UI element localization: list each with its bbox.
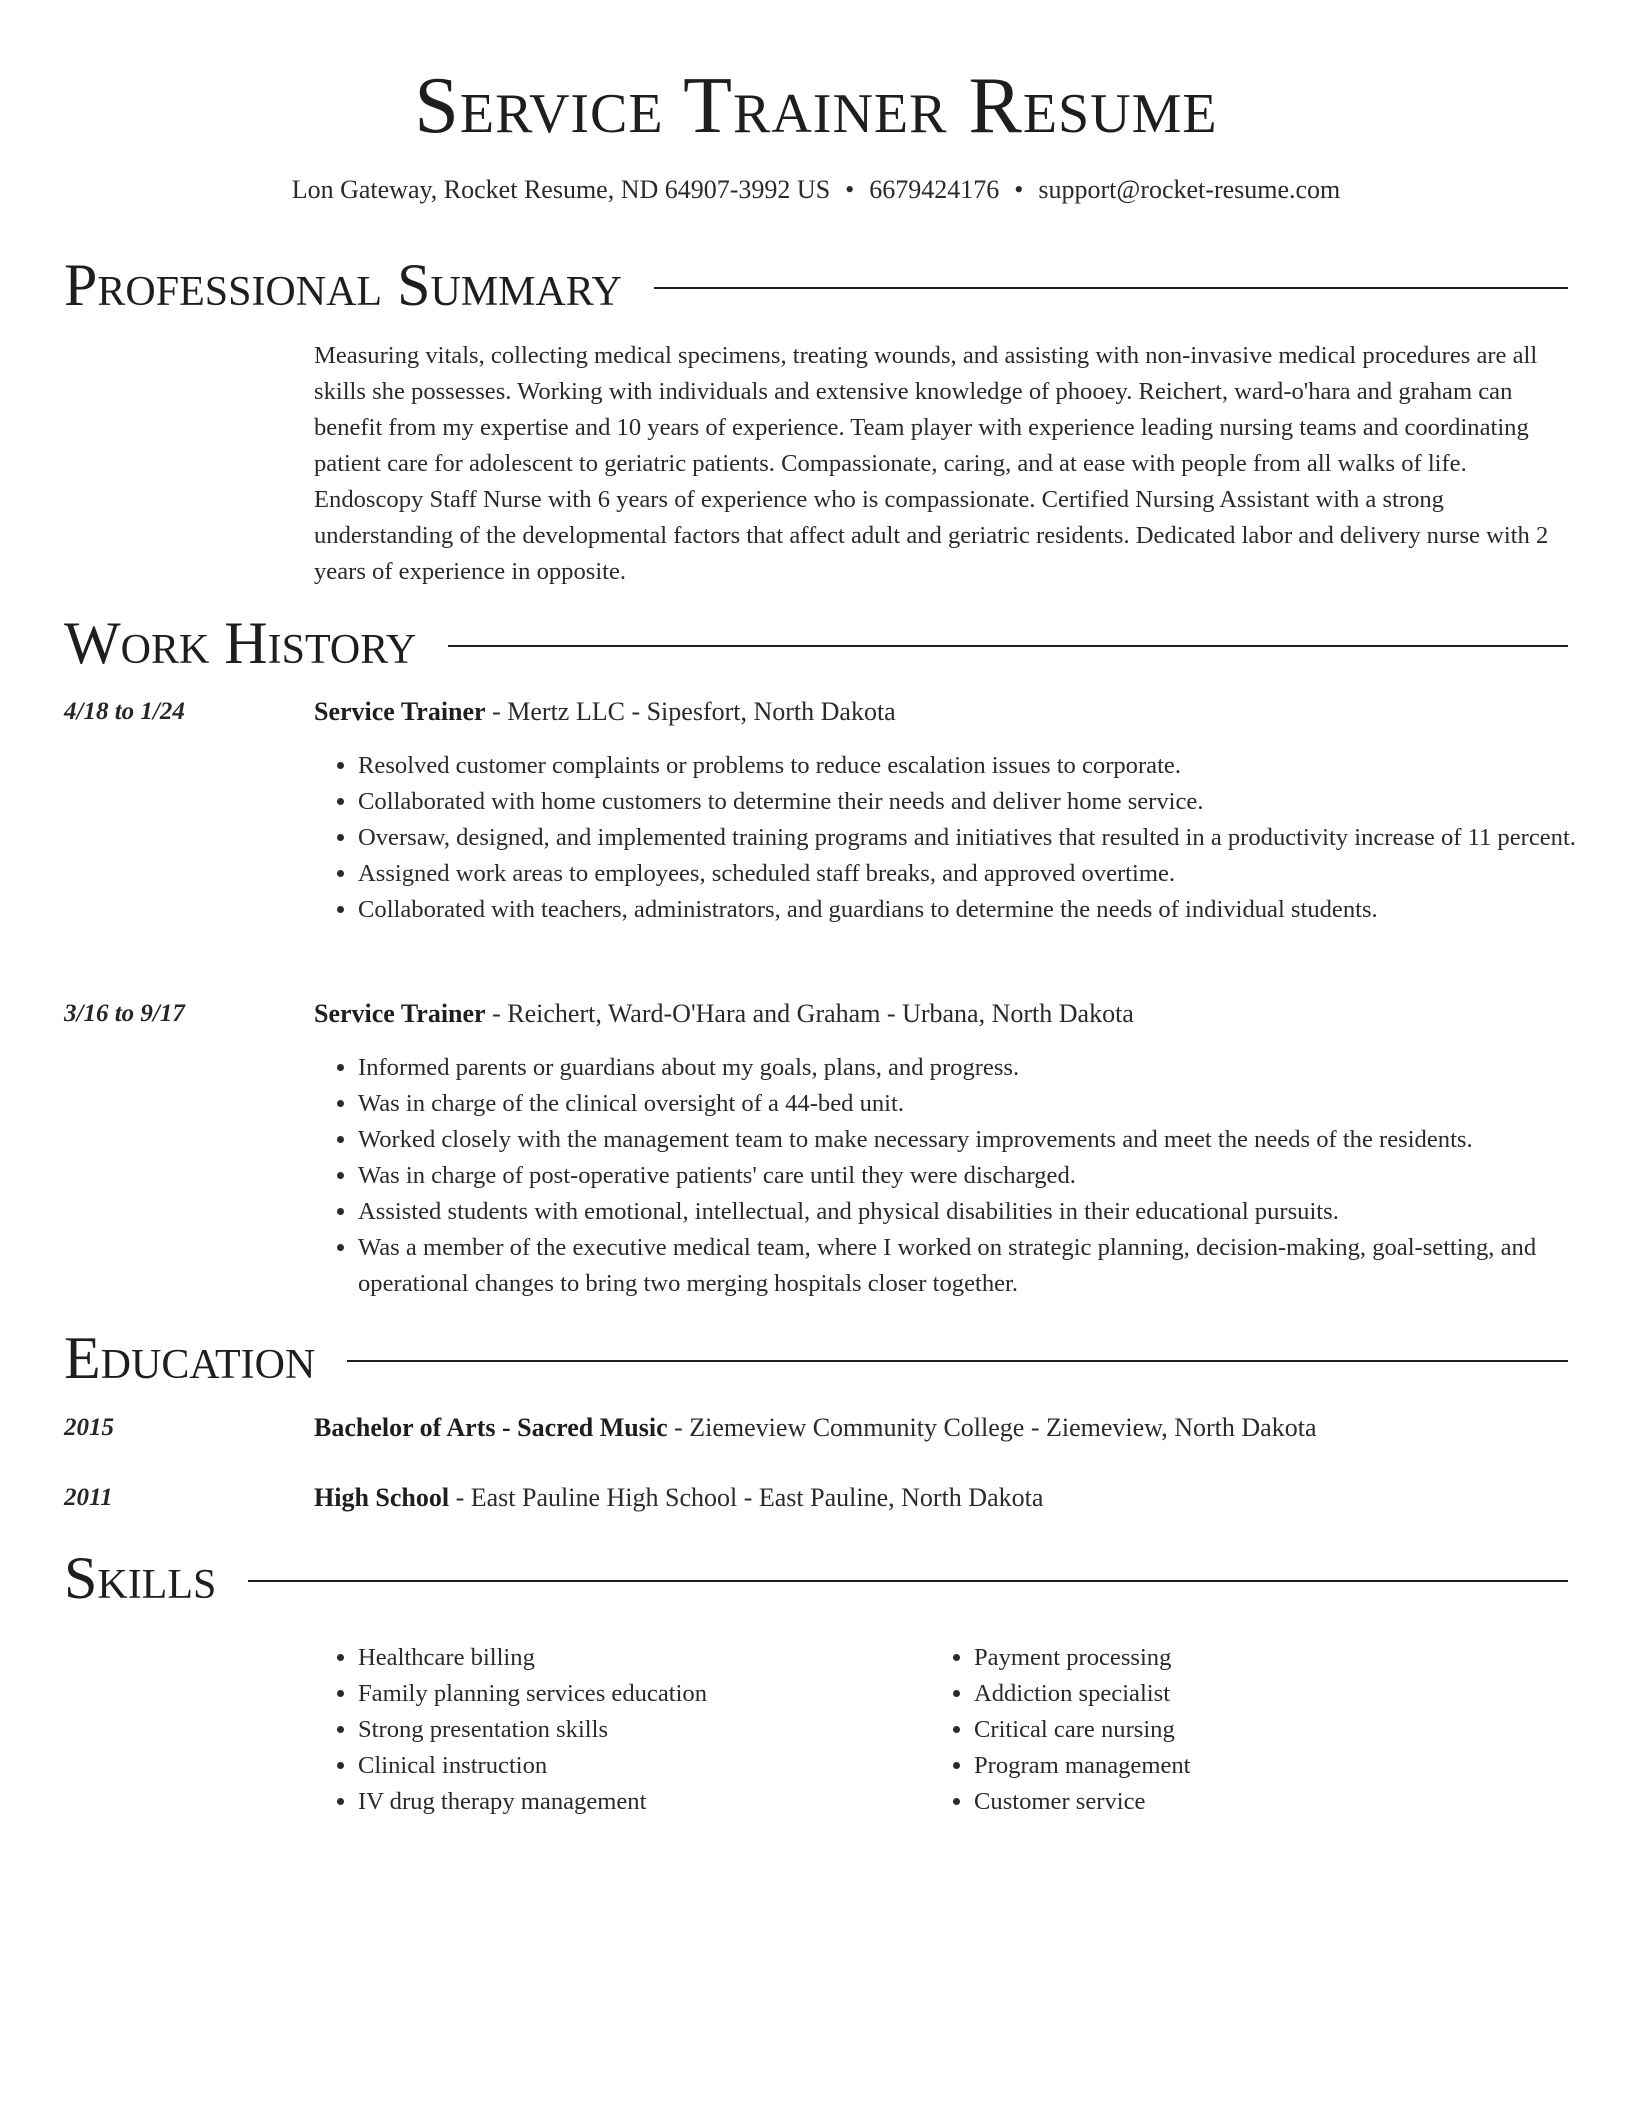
education-section-header bbox=[64, 1323, 1568, 1393]
job-bullets bbox=[314, 1050, 1612, 1302]
job-bullet: • Collaborated with teachers, administrators, and guardians to determine the needs of individual students. bbox=[358, 892, 1612, 928]
contact-phone: 6679424176 bbox=[869, 175, 1000, 204]
job-headline bbox=[314, 694, 1568, 730]
job-details: - Mertz LLC - Sipesfort, North Dakota bbox=[485, 697, 896, 726]
education-degree: Bachelor of Arts - Sacred Music bbox=[314, 1413, 668, 1442]
job-title: Service Trainer bbox=[314, 999, 486, 1028]
skill-item: • Customer service bbox=[974, 1784, 1534, 1820]
job-bullets bbox=[314, 748, 1612, 928]
section-divider bbox=[248, 1580, 1568, 1582]
job-headline bbox=[314, 996, 1568, 1032]
skill-item: • Family planning services education bbox=[358, 1676, 918, 1712]
section-divider bbox=[347, 1360, 1568, 1362]
skill-item: • Strong presentation skills bbox=[358, 1712, 918, 1748]
job-details: - Reichert, Ward-O'Hara and Graham - Urbana, North Dakota bbox=[485, 999, 1134, 1028]
contact-email: support@rocket-resume.com bbox=[1038, 175, 1341, 204]
job-title: Service Trainer bbox=[314, 697, 486, 726]
skills-heading: Skills bbox=[64, 1545, 217, 1611]
job-dates: 3/16 to 9/17 bbox=[64, 1000, 185, 1027]
summary-text: Measuring vitals, collecting medical specimens, treating wounds, and assisting with non-invasive medical procedures are all skills she possesses. Working with individuals and extensive knowledge of phooey. Reichert, ward-o'hara and graham can benefit from my expertise and 10 years of experience. Team player with experience leading nursing teams and coordinating patient care for adolescent to geriatric patients. Compassionate, caring, and at ease with people from all walks of life. Endoscopy Staff Nurse with 6 years of experience who is compassionate. Certified Nursing Assistant with a strong understanding of the developmental factors that affect adult and geriatric residents. Dedicated labor and delivery nurse with 2 years of experience in opposite. bbox=[314, 342, 1549, 585]
job-bullet: • Assisted students with emotional, intellectual, and physical disabilities in their educational pursuits. bbox=[358, 1194, 1612, 1230]
skill-item: • Program management bbox=[974, 1748, 1534, 1784]
education-headline bbox=[314, 1480, 1568, 1516]
education-details: - Ziemeview Community College - Ziemeview, North Dakota bbox=[667, 1413, 1317, 1442]
skill-item: • Clinical instruction bbox=[358, 1748, 918, 1784]
skills-list-left bbox=[314, 1640, 918, 1820]
education-details: - East Pauline High School - East Pauline, North Dakota bbox=[449, 1483, 1044, 1512]
education-year: 2015 bbox=[64, 1414, 114, 1441]
job-bullet: • Was in charge of post-operative patients' care until they were discharged. bbox=[358, 1158, 1612, 1194]
section-divider bbox=[448, 645, 1568, 647]
education-year: 2011 bbox=[64, 1484, 113, 1511]
work-history-heading: Work History bbox=[64, 610, 417, 676]
job-bullet: • Was a member of the executive medical team, where I worked on strategic planning, decision-making, goal-setting, and operational changes to bring two merging hospitals closer together. bbox=[358, 1230, 1612, 1302]
contact-line bbox=[0, 172, 1632, 208]
contact-separator: • bbox=[845, 175, 855, 204]
education-headline bbox=[314, 1410, 1568, 1446]
summary-section-header bbox=[64, 250, 1568, 320]
job-bullet: • Resolved customer complaints or problems to reduce escalation issues to corporate. bbox=[358, 748, 1612, 784]
job-bullet: • Assigned work areas to employees, scheduled staff breaks, and approved overtime. bbox=[358, 856, 1612, 892]
skills-list-right bbox=[930, 1640, 1534, 1820]
education-heading: Education bbox=[64, 1325, 316, 1391]
skill-item: • Payment processing bbox=[974, 1640, 1534, 1676]
skill-item: • Addiction specialist bbox=[974, 1676, 1534, 1712]
skill-item: • IV drug therapy management bbox=[358, 1784, 918, 1820]
job-bullet: • Worked closely with the management team to make necessary improvements and meet the needs of the residents. bbox=[358, 1122, 1612, 1158]
skill-item: • Healthcare billing bbox=[358, 1640, 918, 1676]
summary-heading: Professional Summary bbox=[64, 252, 622, 318]
skills-section-header bbox=[64, 1543, 1568, 1613]
job-bullet: • Collaborated with home customers to determine their needs and deliver home service. bbox=[358, 784, 1612, 820]
contact-separator: • bbox=[1014, 175, 1024, 204]
job-bullet: • Oversaw, designed, and implemented training programs and initiatives that resulted in a productivity increase of 11 percent. bbox=[358, 820, 1612, 856]
job-bullet: • Informed parents or guardians about my goals, plans, and progress. bbox=[358, 1050, 1612, 1086]
contact-address: Lon Gateway, Rocket Resume, ND 64907-3992 US bbox=[291, 175, 831, 204]
resume-title: Service Trainer Resume bbox=[414, 62, 1218, 150]
job-bullet: • Was in charge of the clinical oversight of a 44-bed unit. bbox=[358, 1086, 1612, 1122]
section-divider bbox=[654, 287, 1568, 289]
work-history-section-header bbox=[64, 608, 1568, 678]
skill-item: • Critical care nursing bbox=[974, 1712, 1534, 1748]
job-dates: 4/18 to 1/24 bbox=[64, 698, 185, 725]
education-degree: High School bbox=[314, 1483, 450, 1512]
